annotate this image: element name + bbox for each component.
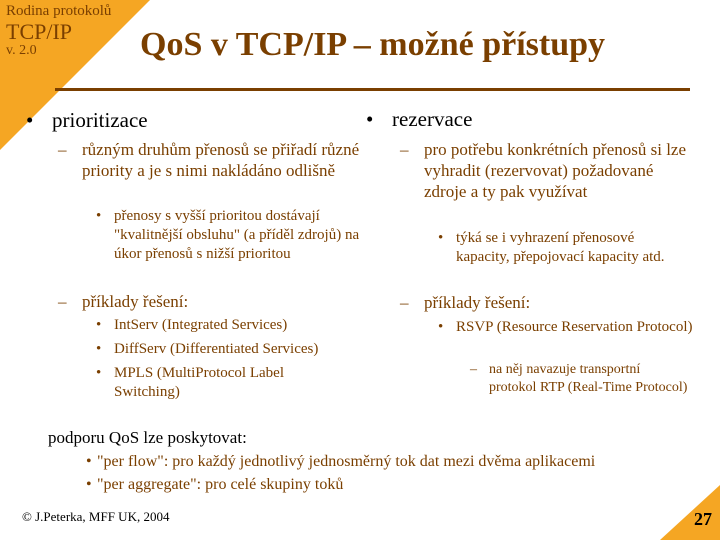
bottom-point-1: "per flow": pro každý jednotlivý jednosměrný tok dat mezi dvěma aplikacemi <box>97 453 596 470</box>
right-heading: rezervace <box>392 107 473 131</box>
footer-copyright: © J.Peterka, MFF UK, 2004 <box>22 509 170 524</box>
left-example-2: DiffServ (Differentiated Services) <box>114 341 319 357</box>
right-item1-sub: týká se i vyhrazení přenosové kapacity, přepojovací kapacity atd. <box>456 230 665 265</box>
bullet-dot: • <box>26 108 34 132</box>
dash-bullet: – <box>470 362 477 377</box>
page-number: 27 <box>694 509 712 529</box>
dash-bullet: – <box>58 292 67 311</box>
bottom-intro: podporu QoS lze poskytovat: <box>48 428 247 447</box>
bullet-dot: • <box>96 317 102 333</box>
version-label: v. 2.0 <box>6 43 37 58</box>
right-example: RSVP (Resource Reservation Protocol) <box>456 319 693 335</box>
dash-bullet: – <box>400 140 409 159</box>
series-label: Rodina protokolů <box>6 3 112 19</box>
bottom-point-2: "per aggregate": pro celé skupiny toků <box>97 476 344 493</box>
bullet-dot: • <box>96 365 102 381</box>
dash-bullet: – <box>400 293 409 312</box>
left-item2: příklady řešení: <box>82 292 189 311</box>
bullet-dot: • <box>438 319 444 335</box>
title-underline <box>55 88 690 91</box>
left-heading: prioritizace <box>52 108 148 132</box>
dash-bullet: – <box>58 140 67 159</box>
right-item1: pro potřebu konkrétních přenosů si lze vyhradit (rezervovat) požadované zdroje a ty pak využívat <box>424 140 687 201</box>
right-item2: příklady řešení: <box>424 293 531 312</box>
bullet-dot: • <box>366 107 374 131</box>
bullet-dot: • <box>96 208 102 224</box>
slide-title: QoS v TCP/IP – možné přístupy <box>140 26 606 63</box>
bullet-dot: • <box>86 453 92 470</box>
left-item1: různým druhům přenosů se přiřadí různé priority a je s nimi nakládáno odlišně <box>82 140 360 180</box>
topic-label: TCP/IP <box>6 19 73 44</box>
bullet-dot: • <box>96 341 102 357</box>
left-example-1: IntServ (Integrated Services) <box>114 317 288 333</box>
left-example-3: MPLS (MultiProtocol Label Switching) <box>114 365 284 400</box>
bullet-dot: • <box>86 476 92 493</box>
bullet-dot: • <box>438 230 444 246</box>
right-example-sub: na něj navazuje transportní protokol RTP (Real-Time Protocol) <box>489 362 688 395</box>
left-item1-sub: přenosy s vyšší prioritou dostávají "kvalitnější obsluhu" (a příděl zdrojů) na úkor přenosů s nižší prioritou <box>114 208 360 262</box>
